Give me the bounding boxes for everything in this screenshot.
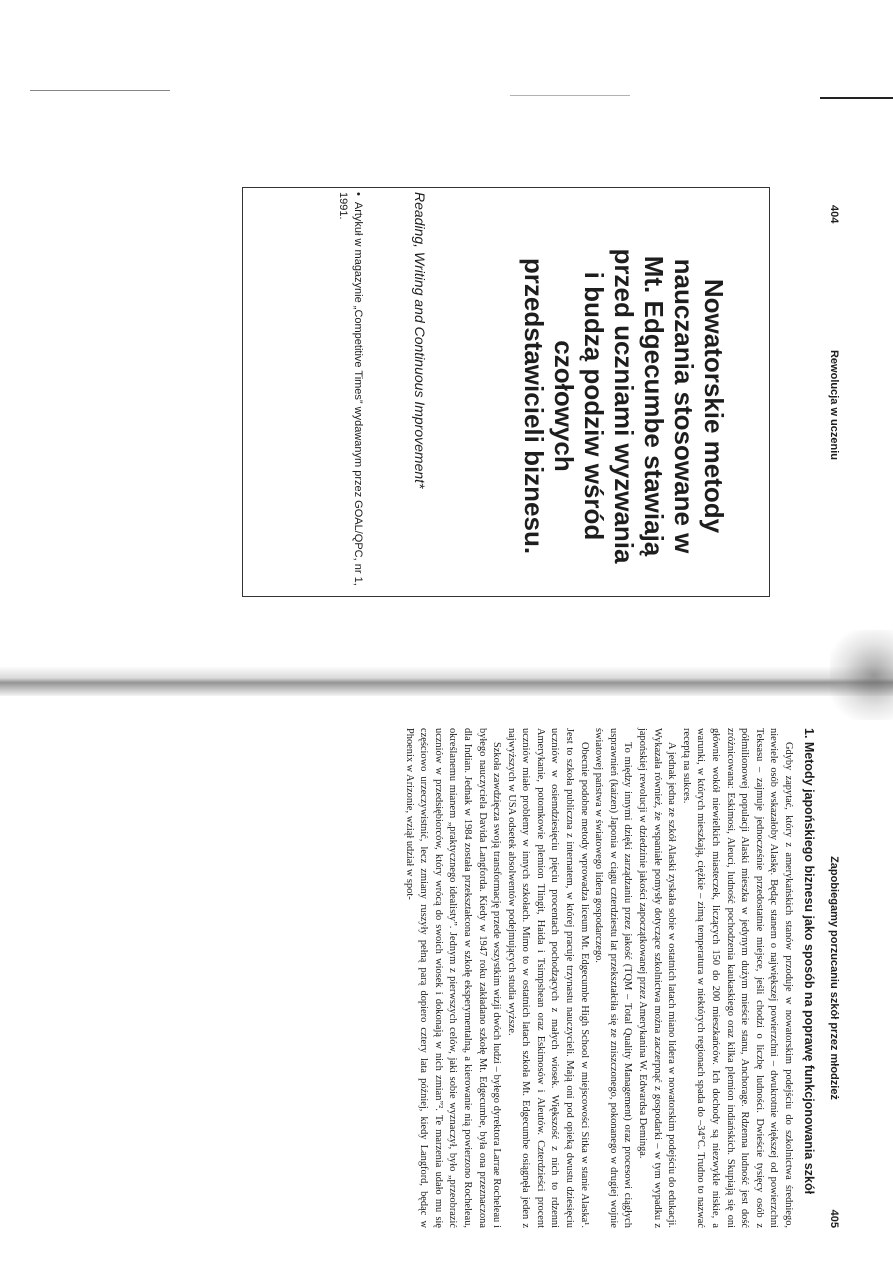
right-page [70, 728, 840, 1228]
page-fold-shadow [830, 630, 893, 720]
body-paragraph: A jednak jedna ze szkół Alaski zyskała sobie w ostatnich latach miano lidera w nowatorskim podejściu do edukacji. Wykazała również, że wspaniałe pomysły dotyczące szkolnictwa można zaczerpnąć z gospodarki – w tym wypadku z japońskiej rewolucji w dziedzinie jakości zapoczątkowanej przez Amerykanina W. Edwardsa Deminga. [637, 728, 678, 1228]
body-paragraph: Obecnie podobne metody wprowadza liceum Mt. Edgecumbe High School w miejscowości Sitka w stanie Alaska¹. Jest to szkoła publiczna z internatem, w której pracuje trzynastu nauczycieli. Mają oni pod opieką dwustu dziesięciu uczniów w osiemdziesięciu pięciu procentach pochodzących z małych wiosek. Większość z nich to rdzenni Amerykanie, potomkowie plemion Tlingit, Haida i Tsimpshean oraz Eskimosów i Aleutów. Czterdzieści procent uczniów miało problemy w innych szkołach. Mimo to w ostatnich latach szkoła Mt. Edgecumbe osiągnęła jeden z najwyższych w USA odsetek absolwentów podejmujących studia wyższe. [505, 728, 590, 1228]
page-number: 404 [828, 205, 840, 224]
page-number: 405 [828, 1209, 840, 1228]
running-head-title: Zapobiegamy porzucaniu szkół przez młodzież [828, 856, 840, 1100]
chapter-title: Nowatorskie metody nauczania stosowane w Mt. Edgecumbe stawiają przed uczniami wyzwania i budzą podziw wśród czołowych przedstawicieli biznesu. [519, 248, 729, 564]
body-paragraph: Gdyby zapytać, który z amerykańskich stanów przoduje w nowatorskim podejściu do szkolnictwa średniego, niewiele osób wskazałoby Alaskę. Będąc stanem o największej powierzchni – dwukrotnie większej od powierzchni Teksasu – zajmuje jednocześnie przedostatnie miejsce, jeśli chodzi o liczbę ludności. Dwieście tysięcy osób z półmilionowej populacji Alaski mieszka w jedynym dużym mieście stanu, Anchorage. Rdzenna ludność jest dość zróżnicowana: Eskimosi, Aleuci, ludność pochodzenia kaukaskiego oraz kilka plemion indiańskich. Skupiają się oni głównie wokół niewielkich miasteczek, liczących 150 do 200 mieszkańców. Ich dochody są niezwykle niskie, a warunki, w których mieszkają, ciężkie – zimą temperatura w niektórych regionach spada do –34°C. Trudno to nazwać receptą na sukces. [680, 728, 794, 1228]
section-heading: 1. Metody japońskiego biznesu jako sposób na poprawę funkcjonowania szkół [802, 728, 816, 1195]
scan-artifact-line [510, 95, 630, 96]
footnote-bullet: • [352, 192, 364, 196]
source-footnote [335, 192, 365, 592]
running-head-title: Rewolucja w uczeniu [828, 349, 840, 461]
running-header [816, 205, 840, 605]
running-header [816, 728, 840, 1228]
scan-artifact-line [30, 90, 170, 91]
chapter-title-box [242, 187, 770, 597]
body-paragraph: Szkoła zawdzięcza swoją transformację przede wszystkim wizji dwóch ludzi – byłego dyrektora Larrae Rocheleau i byłego nauczyciela Davida Langforda. Kiedy w 1947 roku zakładano szkołę Mt. Edgecumbe, była ona przeznaczona dla Indian. Jednak w 1984 została przekształcona w szkołę eksperymentalną, a kierowanie nią powierzono Rocheleau, określanemu mianem „praktycznego idealisty”. Jednym z pierwszych celów, jaki sobie wyznaczył, było „przeobrazić uczniów w przedsiębiorców, który wrócą do swoich wiosek i dokonają w nich zmian”². Te marzenia udało mu się częściowo urzeczywistnić, lecz zmiany ruszyły pełną parą dopiero cztery lata później, kiedy Langford, będąc w Phoenix w Arizonie, wziął udział w spot- [403, 728, 503, 1228]
page-fold-shadow [0, 666, 893, 696]
body-paragraph: To między innymi dzięki zarządzaniu przez jakość (TQM – Total Quality Management) oraz procesowi ciągłych usprawnień (kaizen) Japonia w ciągu czterdziestu lat przekształciła się ze zniszczonego, pokonanego w drugiej wojnie światowej państwa w światowego lidera gospodarczego. [593, 728, 634, 1228]
scan-artifact-line [820, 97, 893, 99]
chapter-subtitle: Reading, Writing and Continuous Improvement* [412, 192, 428, 489]
left-page [70, 192, 840, 605]
footnote-text: Artykuł w magazynie „Competitive Times” wydawanym przez GOAL/QPC, nr 1, 1991. [337, 192, 364, 586]
